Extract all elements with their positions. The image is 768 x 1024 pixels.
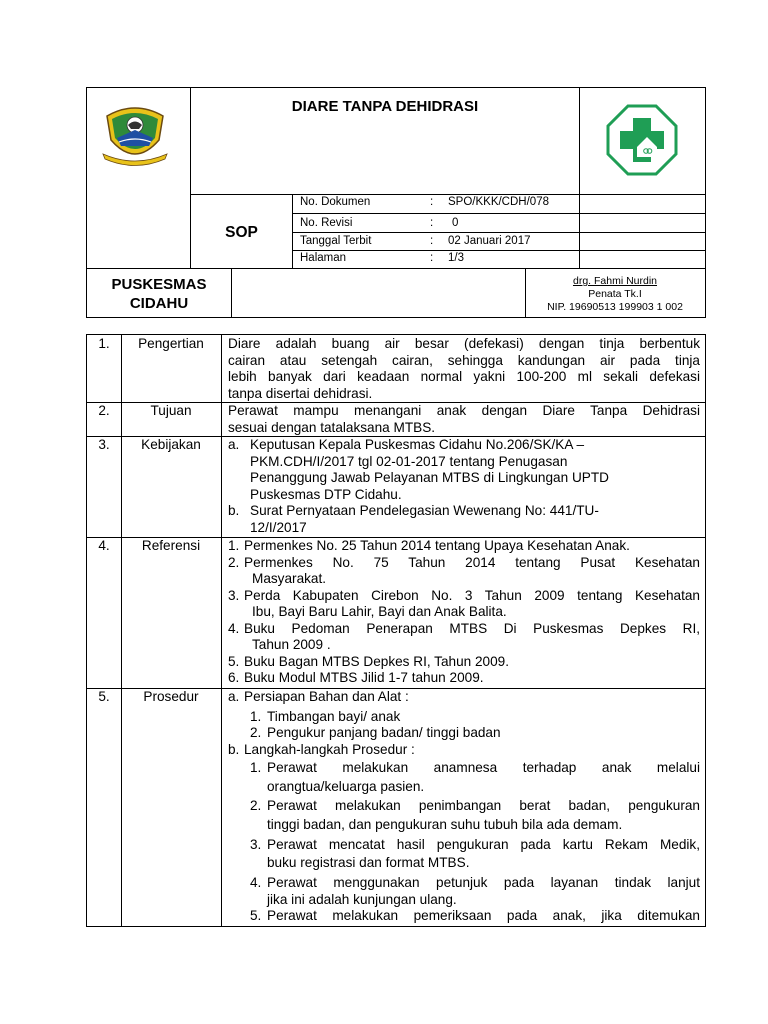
field-sep: : — [430, 196, 434, 208]
langkah-line: orangtua/keluarga pasien. — [267, 779, 425, 794]
referensi-line: Buku Pedoman Penerapan MTBS Di Puskesmas Depkes RI, — [244, 620, 700, 636]
row-number: 2. — [98, 403, 110, 418]
pengertian-line: tanpa disertai dehidrasi. — [228, 385, 373, 401]
row-title-pengertian: Pengertian — [138, 336, 204, 351]
referensi-line: Ibu, Bayi Baru Lahir, Bayi dan Anak Balita. — [252, 604, 507, 619]
kebijakan-line: PKM.CDH/I/2017 tgl 02-01-2017 tentang Penugasan — [250, 453, 568, 469]
langkah-line: Perawat menggunakan petunjuk pada layanan tindak lanjut — [267, 875, 700, 890]
list-marker: 3. — [228, 587, 240, 603]
kebijakan-line: 12/I/2017 — [250, 519, 307, 535]
referensi-line: Buku Modul MTBS Jilid 1-7 tahun 2009. — [244, 670, 484, 685]
field-label-tanggal-terbit: Tanggal Terbit — [300, 235, 372, 247]
langkah-line: Perawat mencatat hasil pengukuran pada kartu Rekam Medik, — [267, 837, 700, 852]
langkah-line: jika ini adalah kunjungan ulang. — [267, 892, 457, 907]
list-marker: 1. — [250, 760, 262, 775]
referensi-line: Buku Bagan MTBS Depkes RI, Tahun 2009. — [244, 653, 509, 669]
row-title-referensi: Referensi — [141, 538, 201, 553]
list-marker: 5. — [228, 653, 240, 669]
pengertian-line: cairan atau setengah cairan, sehingga kandungan air pada tinja — [228, 352, 700, 368]
referensi-line: Permenkes No. 25 Tahun 2014 tentang Upaya Kesehatan Anak. — [244, 538, 630, 553]
field-value-no-dokumen: SPO/KKK/CDH/078 — [448, 196, 549, 208]
langkah-line: Perawat melakukan anamnesa terhadap anak melalui — [267, 760, 700, 775]
list-marker: 4. — [250, 875, 262, 890]
list-marker: 4. — [228, 620, 240, 636]
row-title-kebijakan: Kebijakan — [141, 437, 201, 452]
list-marker: 6. — [228, 670, 240, 685]
referensi-line: Perda Kabupaten Cirebon No. 3 Tahun 2009 tentang Kesehatan — [244, 587, 700, 603]
sop-content-table — [86, 334, 706, 927]
sop-header — [86, 87, 706, 318]
prosedur-item: Pengukur panjang badan/ tinggi badan — [267, 725, 501, 740]
tujuan-line: Perawat mampu menangani anak dengan Diare Tanpa Dehidrasi — [228, 403, 700, 418]
puskesmas-logo — [606, 104, 678, 176]
regency-crest-logo — [99, 98, 171, 170]
kebijakan-line: Penanggung Jawab Pelayanan MTBS di Lingkungan UPTD — [250, 470, 609, 485]
row-title-prosedur: Prosedur — [143, 689, 199, 704]
org-name-line1: PUSKESMAS — [111, 276, 207, 293]
referensi-line: Tahun 2009 . — [252, 637, 331, 652]
prosedur-item: Timbangan bayi/ anak — [267, 709, 401, 724]
list-marker: b. — [228, 503, 240, 518]
list-marker: 2. — [250, 798, 262, 813]
field-sep: : — [430, 235, 434, 247]
field-label-no-dokumen: No. Dokumen — [300, 196, 371, 208]
signatory-rank: Penata Tk.I — [588, 288, 642, 300]
signatory-name: drg. Fahmi Nurdin — [572, 275, 658, 287]
field-sep: : — [430, 252, 434, 264]
list-marker: 5. — [250, 908, 262, 923]
referensi-line: Permenkes No. 75 Tahun 2014 tentang Pusat Kesehatan — [244, 554, 700, 570]
list-marker: a. — [228, 437, 240, 452]
list-marker: b. — [228, 742, 240, 757]
list-marker: 2. — [228, 554, 240, 570]
document-title: DIARE TANPA DEHIDRASI — [291, 98, 479, 115]
field-label-no-revisi: No. Revisi — [300, 217, 353, 229]
tujuan-line: sesuai dengan tatalaksana MTBS. — [228, 419, 436, 435]
field-value-halaman: 1/3 — [448, 252, 464, 264]
kebijakan-line: Surat Pernyataan Pendelegasian Wewenang No: 441/TU- — [250, 503, 599, 518]
kebijakan-line: Keputusan Kepala Puskesmas Cidahu No.206/SK/KA – — [250, 437, 585, 452]
field-label-halaman: Halaman — [300, 252, 347, 264]
list-marker: 2. — [250, 725, 262, 740]
langkah-line: Perawat melakukan penimbangan berat badan, pengukuran — [267, 798, 700, 813]
org-name — [87, 275, 231, 313]
langkah-line: buku registrasi dan format MTBS. — [267, 855, 470, 870]
langkah-line: Perawat melakukan pemeriksaan pada anak, jika ditemukan — [267, 908, 700, 923]
row-number: 5. — [98, 689, 110, 704]
list-marker: a. — [228, 689, 240, 704]
referensi-line: Masyarakat. — [252, 571, 327, 586]
langkah-line: tinggi badan, dan pengukuran suhu tubuh bila ada demam. — [267, 817, 623, 832]
row-title-tujuan: Tujuan — [150, 403, 192, 418]
row-number: 1. — [98, 336, 110, 351]
row-number: 4. — [98, 538, 110, 553]
row-number: 3. — [98, 437, 110, 452]
field-value-tanggal-terbit: 02 Januari 2017 — [448, 235, 531, 247]
prosedur-subheading: Persiapan Bahan dan Alat : — [244, 689, 409, 704]
signatory-nip: NIP. 19690513 199903 1 002 — [547, 301, 683, 313]
field-value-no-revisi: 0 — [452, 217, 459, 229]
signatory — [525, 275, 705, 314]
org-name-line2: CIDAHU — [129, 295, 189, 312]
list-marker: 3. — [250, 837, 262, 852]
kebijakan-line: Puskesmas DTP Cidahu. — [250, 486, 402, 502]
field-sep: : — [430, 217, 434, 229]
pengertian-line: Diare adalah buang air besar (defekasi) dengan tinja berbentuk — [228, 336, 700, 351]
list-marker: 1. — [228, 538, 240, 553]
prosedur-subheading: Langkah-langkah Prosedur : — [244, 742, 415, 757]
pengertian-line: lebih banyak dari keadaan normal yakni 100-200 ml sekali defekasi — [228, 369, 700, 384]
list-marker: 1. — [250, 709, 262, 724]
sop-label: SOP — [225, 224, 258, 241]
